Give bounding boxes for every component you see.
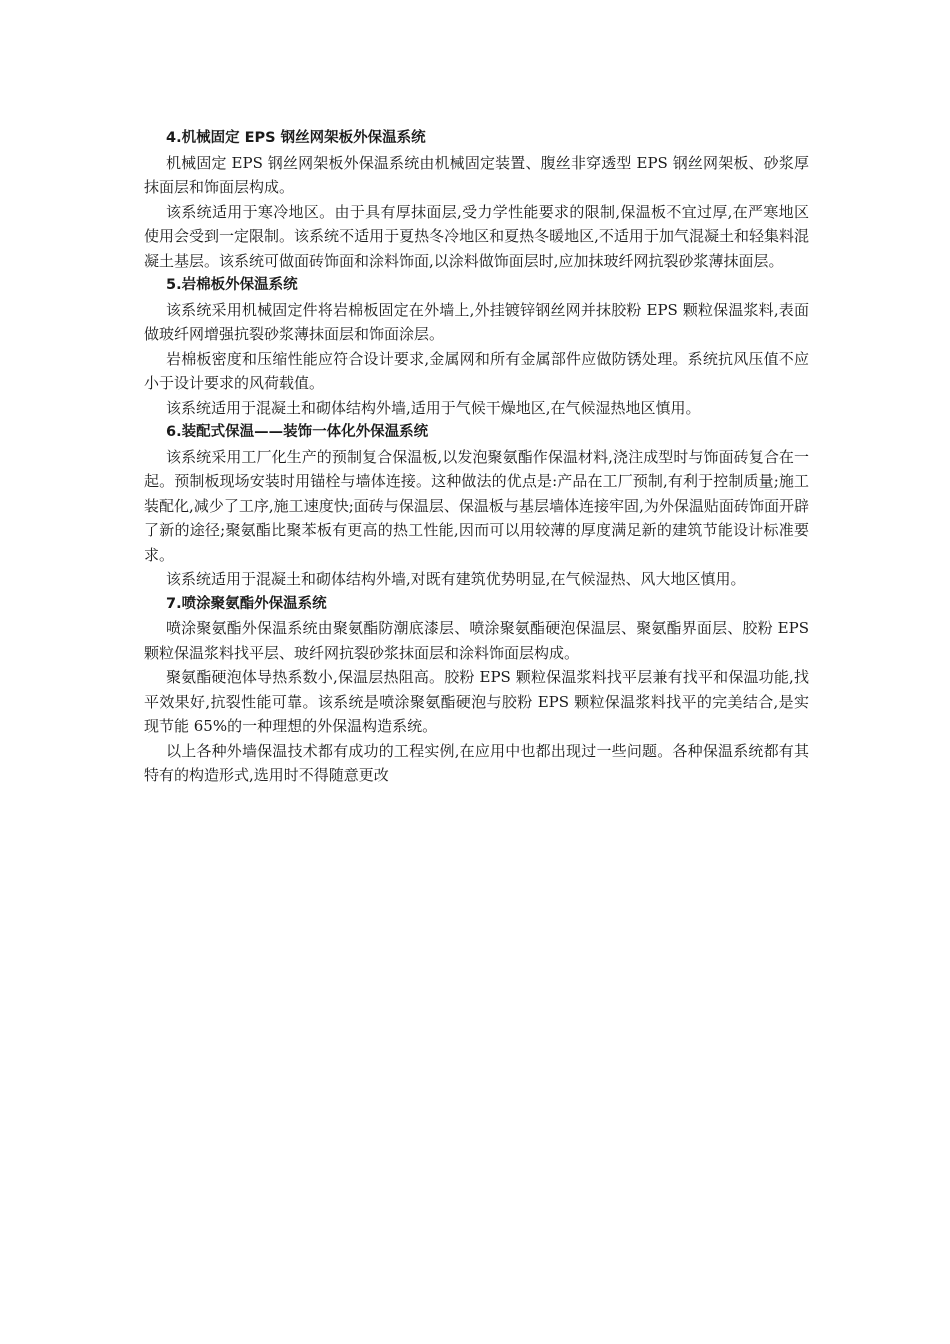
paragraph: 该系统采用工厂化生产的预制复合保温板,以发泡聚氨酯作保温材料,浇注成型时与饰面砖复合在一起。预制板现场安装时用锚栓与墙体连接。这种做法的优点是:产品在工厂预制,有利于控制质量;施工装配化,减少了工序,施工速度快;面砖与保温层、保温板与基层墙体连接牢固,为外保温贴面砖饰面开辟了新的途径;聚氨酯比聚苯板有更高的热工性能,因而可以用较薄的厚度满足新的建筑节能设计标准要求。	[144, 447, 809, 564]
section-heading-7: 7.喷涂聚氨酯外保温系统	[166, 595, 327, 612]
paragraph: 以上各种外墙保温技术都有成功的工程实例,在应用中也都出现过一些问题。各种保温系统都有其特有的构造形式,选用时不得随意更改	[144, 741, 809, 784]
paragraph: 机械固定 EPS 钢丝网架板外保温系统由机械固定装置、腹丝非穿透型 EPS 钢丝网架板、砂浆厚抹面层和饰面层构成。	[144, 153, 809, 196]
paragraph: 该系统适用于寒冷地区。由于具有厚抹面层,受力学性能要求的限制,保温板不宜过厚,在严寒地区使用会受到一定限制。该系统不适用于夏热冬冷地区和夏热冬暖地区,不适用于加气混凝土和轻集料混凝土基层。该系统可做面砖饰面和涂料饰面,以涂料做饰面层时,应加抹玻纤网抗裂砂浆薄抹面层。	[144, 202, 809, 270]
section-heading-5: 5.岩棉板外保温系统	[166, 277, 298, 293]
section-heading-4: 4.机械固定 EPS 钢丝网架板外保温系统	[166, 130, 426, 146]
section-heading-6: 6.装配式保温——装饰一体化外保温系统	[166, 424, 429, 440]
paragraph: 岩棉板密度和压缩性能应符合设计要求,金属网和所有金属部件应做防锈处理。系统抗风压值不应小于设计要求的风荷载值。	[144, 349, 809, 392]
document-body	[144, 126, 809, 788]
paragraph: 该系统适用于混凝土和砌体结构外墙,适用于气候干燥地区,在气候湿热地区慎用。	[166, 398, 701, 417]
paragraph: 该系统采用机械固定件将岩棉板固定在外墙上,外挂镀锌钢丝网并抹胶粉 EPS 颗粒保温浆料,表面做玻纤网增强抗裂砂浆薄抹面层和饰面涂层。	[144, 300, 809, 343]
paragraph: 喷涂聚氨酯外保温系统由聚氨酯防潮底漆层、喷涂聚氨酯硬泡保温层、聚氨酯界面层、胶粉 EPS 颗粒保温浆料找平层、玻纤网抗裂砂浆抹面层和涂料饰面层构成。	[144, 619, 809, 662]
paragraph: 该系统适用于混凝土和砌体结构外墙,对既有建筑优势明显,在气候湿热、风大地区慎用。	[166, 570, 746, 588]
paragraph: 聚氨酯硬泡体导热系数小,保温层热阻高。胶粉 EPS 颗粒保温浆料找平层兼有找平和保温功能,找平效果好,抗裂性能可靠。该系统是喷涂聚氨酯硬泡与胶粉 EPS 颗粒保温浆料找平的完美结合,是实现节能 65%的一种理想的外保温构造系统。	[144, 668, 809, 735]
